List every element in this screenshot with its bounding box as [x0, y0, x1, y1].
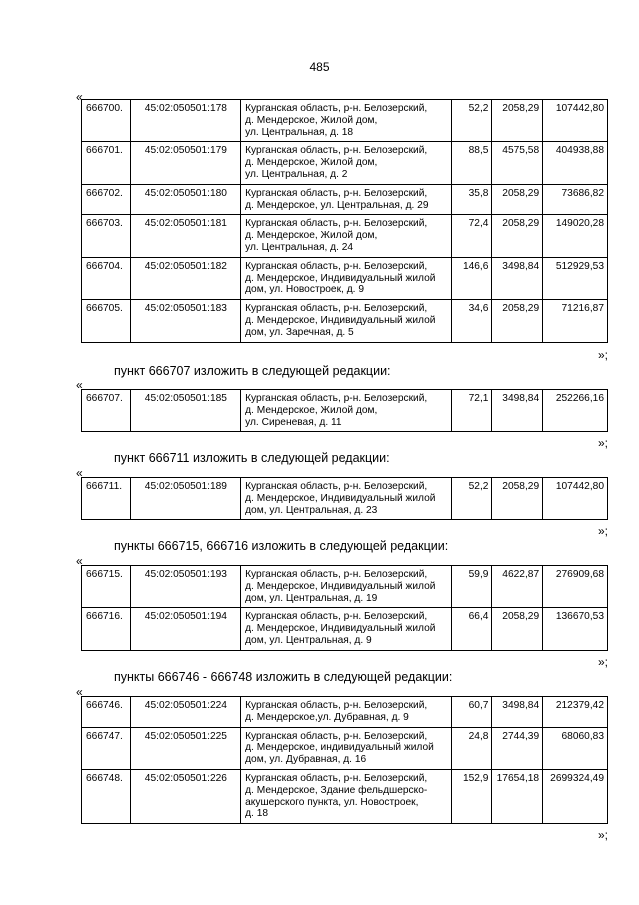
table-row: [82, 769, 608, 823]
cost-cell: 276909,68: [543, 566, 608, 608]
area-cell: 35,8: [451, 184, 492, 215]
table-row: [82, 727, 608, 769]
instruction-text: пункты 666746 - 666748 изложить в следующей редакции:: [114, 670, 453, 684]
item-number-cell: 666746.: [82, 697, 131, 728]
open-quote: «: [76, 685, 83, 699]
item-number-cell: 666748.: [82, 769, 131, 823]
address-line: д. Мендерское,ул. Дубравная, д. 9: [245, 711, 409, 723]
table-row: [82, 390, 608, 432]
rate-cell: 2058,29: [492, 100, 543, 142]
cost-cell: 107442,80: [543, 100, 608, 142]
table-row: [82, 478, 608, 520]
area-cell: 52,2: [451, 100, 492, 142]
address-line: Курганская область, р-н. Белозерский,: [245, 481, 428, 492]
cadastral-number-cell: 45:02:050501:189: [130, 478, 240, 520]
address-line: д. 18: [245, 808, 269, 820]
address-line: Курганская область, р-н. Белозерский,: [245, 569, 428, 580]
address-line: Курганская область, р-н. Белозерский,: [245, 103, 428, 114]
close-quote: »;: [597, 436, 608, 450]
table-row: [82, 566, 608, 608]
cost-cell: 68060,83: [543, 727, 608, 769]
address-line: дом, ул. Центральная, д. 9: [245, 634, 372, 646]
address-cell: [241, 257, 452, 299]
area-cell: 52,2: [451, 478, 492, 520]
address-line: Курганская область, р-н. Белозерский,: [245, 260, 428, 272]
address-line: д. Мендерское, Жилой дом,: [245, 230, 378, 242]
open-quote: «: [76, 554, 83, 568]
area-cell: 152,9: [451, 769, 492, 823]
address-cell: [241, 215, 452, 257]
address-line: д. Мендерское, Индивидуальный жилой: [245, 314, 436, 326]
address-cell: [241, 142, 452, 184]
table-row: [82, 257, 608, 299]
table-row: [82, 608, 608, 650]
address-line: ул. Сиреневая, д. 11: [245, 416, 342, 428]
open-quote: «: [76, 466, 83, 480]
address-cell: [241, 727, 452, 769]
table-section-0: [81, 99, 608, 343]
cost-cell: 212379,42: [543, 697, 608, 728]
address-line: д. Мендерское, Жилой дом,: [245, 404, 378, 416]
area-cell: 24,8: [451, 727, 492, 769]
area-cell: 34,6: [451, 300, 492, 342]
item-number-cell: 666700.: [82, 100, 131, 142]
address-line: дом, ул. Центральная, д. 19: [245, 592, 378, 604]
rate-cell: 17654,18: [492, 769, 543, 823]
address-line: Курганская область, р-н. Белозерский,: [245, 772, 428, 784]
address-cell: [241, 478, 452, 520]
cadastral-number-cell: 45:02:050501:178: [130, 100, 240, 142]
rate-cell: 3498,84: [492, 257, 543, 299]
rate-cell: 4622,87: [492, 566, 543, 608]
table-section-3: [81, 565, 608, 651]
cost-cell: 149020,28: [543, 215, 608, 257]
address-cell: [241, 184, 452, 215]
address-line: Курганская область, р-н. Белозерский,: [245, 145, 428, 157]
address-line: ул. Центральная, д. 24: [245, 241, 354, 253]
cadastral-number-cell: 45:02:050501:225: [130, 727, 240, 769]
item-number-cell: 666702.: [82, 184, 131, 215]
address-line: д. Мендерское, Жилой дом,: [245, 114, 378, 126]
table-section-4: [81, 696, 608, 824]
item-number-cell: 666715.: [82, 566, 131, 608]
close-quote: »;: [597, 348, 608, 362]
item-number-cell: 666716.: [82, 608, 131, 650]
address-line: д. Мендерское, Индивидуальный жилой: [245, 580, 436, 592]
address-line: дом, ул. Новостроек, д. 9: [245, 284, 364, 296]
cost-cell: 73686,82: [543, 184, 608, 215]
rate-cell: 2744,39: [492, 727, 543, 769]
address-line: ул. Центральная, д. 2: [245, 168, 348, 180]
table-row: [82, 300, 608, 342]
cadastral-number-cell: 45:02:050501:194: [130, 608, 240, 650]
address-cell: [241, 566, 452, 608]
area-cell: 88,5: [451, 142, 492, 184]
address-line: д. Мендерское, Индивидуальный жилой: [245, 272, 436, 284]
rate-cell: 2058,29: [492, 300, 543, 342]
cost-cell: 107442,80: [543, 478, 608, 520]
address-line: Курганская область, р-н. Белозерский,: [245, 303, 428, 315]
cost-cell: 2699324,49: [543, 769, 608, 823]
table-body: [82, 566, 608, 651]
close-quote: »;: [597, 524, 608, 538]
address-line: д. Мендерское, ул. Центральная, д. 29: [245, 199, 429, 211]
open-quote: «: [76, 90, 83, 104]
address-cell: [241, 300, 452, 342]
cost-cell: 512929,53: [543, 257, 608, 299]
rate-cell: 4575,58: [492, 142, 543, 184]
table-body: [82, 390, 608, 432]
cadastral-number-cell: 45:02:050501:183: [130, 300, 240, 342]
table-section-1: [81, 389, 608, 432]
address-line: Курганская область, р-н. Белозерский,: [245, 218, 428, 230]
address-line: Курганская область, р-н. Белозерский,: [245, 730, 428, 742]
address-line: д. Мендерское, Здание фельдшерско-: [245, 784, 428, 796]
table-row: [82, 100, 608, 142]
instruction-text: пункт 666711 изложить в следующей редакции:: [114, 451, 390, 465]
address-line: д. Мендерское, Индивидуальный жилой: [245, 623, 436, 635]
area-cell: 146,6: [451, 257, 492, 299]
address-line: Курганская область, р-н. Белозерский,: [245, 611, 428, 623]
address-line: д. Мендерское, индивидуальный жилой: [245, 742, 434, 754]
item-number-cell: 666704.: [82, 257, 131, 299]
address-line: д. Мендерское, Жилой дом,: [245, 157, 378, 169]
address-line: дом, ул. Центральная, д. 23: [245, 504, 378, 516]
address-line: ул. Центральная, д. 18: [245, 126, 354, 138]
cadastral-number-cell: 45:02:050501:224: [130, 697, 240, 728]
instruction-text: пункт 666707 изложить в следующей редакции:: [114, 364, 391, 378]
close-quote: »;: [597, 828, 608, 842]
cadastral-number-cell: 45:02:050501:180: [130, 184, 240, 215]
page-number: 485: [309, 60, 330, 74]
area-cell: 72,4: [451, 215, 492, 257]
table-row: [82, 697, 608, 728]
table-body: [82, 478, 608, 520]
open-quote: «: [76, 378, 83, 392]
address-line: акушерского пункта, ул. Новостроек,: [245, 796, 419, 808]
table-row: [82, 142, 608, 184]
cadastral-number-cell: 45:02:050501:193: [130, 566, 240, 608]
rate-cell: 2058,29: [492, 215, 543, 257]
table-body: [82, 100, 608, 343]
cadastral-number-cell: 45:02:050501:185: [130, 390, 240, 432]
address-line: дом, ул. Заречная, д. 5: [245, 326, 354, 338]
address-line: Курганская область, р-н. Белозерский,: [245, 393, 428, 404]
rate-cell: 2058,29: [492, 608, 543, 650]
table-row: [82, 215, 608, 257]
table-row: [82, 184, 608, 215]
item-number-cell: 666703.: [82, 215, 131, 257]
cost-cell: 71216,87: [543, 300, 608, 342]
item-number-cell: 666707.: [82, 390, 131, 432]
address-cell: [241, 390, 452, 432]
item-number-cell: 666705.: [82, 300, 131, 342]
area-cell: 66,4: [451, 608, 492, 650]
address-cell: [241, 697, 452, 728]
area-cell: 59,9: [451, 566, 492, 608]
rate-cell: 3498,84: [492, 697, 543, 728]
address-cell: [241, 769, 452, 823]
cost-cell: 404938,88: [543, 142, 608, 184]
close-quote: »;: [597, 655, 608, 669]
area-cell: 60,7: [451, 697, 492, 728]
rate-cell: 3498,84: [492, 390, 543, 432]
cadastral-number-cell: 45:02:050501:182: [130, 257, 240, 299]
address-cell: [241, 100, 452, 142]
address-cell: [241, 608, 452, 650]
rate-cell: 2058,29: [492, 184, 543, 215]
cadastral-number-cell: 45:02:050501:181: [130, 215, 240, 257]
cost-cell: 252266,16: [543, 390, 608, 432]
rate-cell: 2058,29: [492, 478, 543, 520]
item-number-cell: 666711.: [82, 478, 131, 520]
address-line: д. Мендерское, Индивидуальный жилой: [245, 492, 436, 504]
area-cell: 72,1: [451, 390, 492, 432]
cost-cell: 136670,53: [543, 608, 608, 650]
table-section-2: [81, 477, 608, 520]
address-line: дом, ул. Дубравная, д. 16: [245, 754, 367, 766]
item-number-cell: 666747.: [82, 727, 131, 769]
item-number-cell: 666701.: [82, 142, 131, 184]
cadastral-number-cell: 45:02:050501:179: [130, 142, 240, 184]
address-line: Курганская область, р-н. Белозерский,: [245, 700, 428, 711]
table-body: [82, 697, 608, 824]
cadastral-number-cell: 45:02:050501:226: [130, 769, 240, 823]
address-line: Курганская область, р-н. Белозерский,: [245, 187, 428, 199]
instruction-text: пункты 666715, 666716 изложить в следующей редакции:: [114, 539, 449, 553]
